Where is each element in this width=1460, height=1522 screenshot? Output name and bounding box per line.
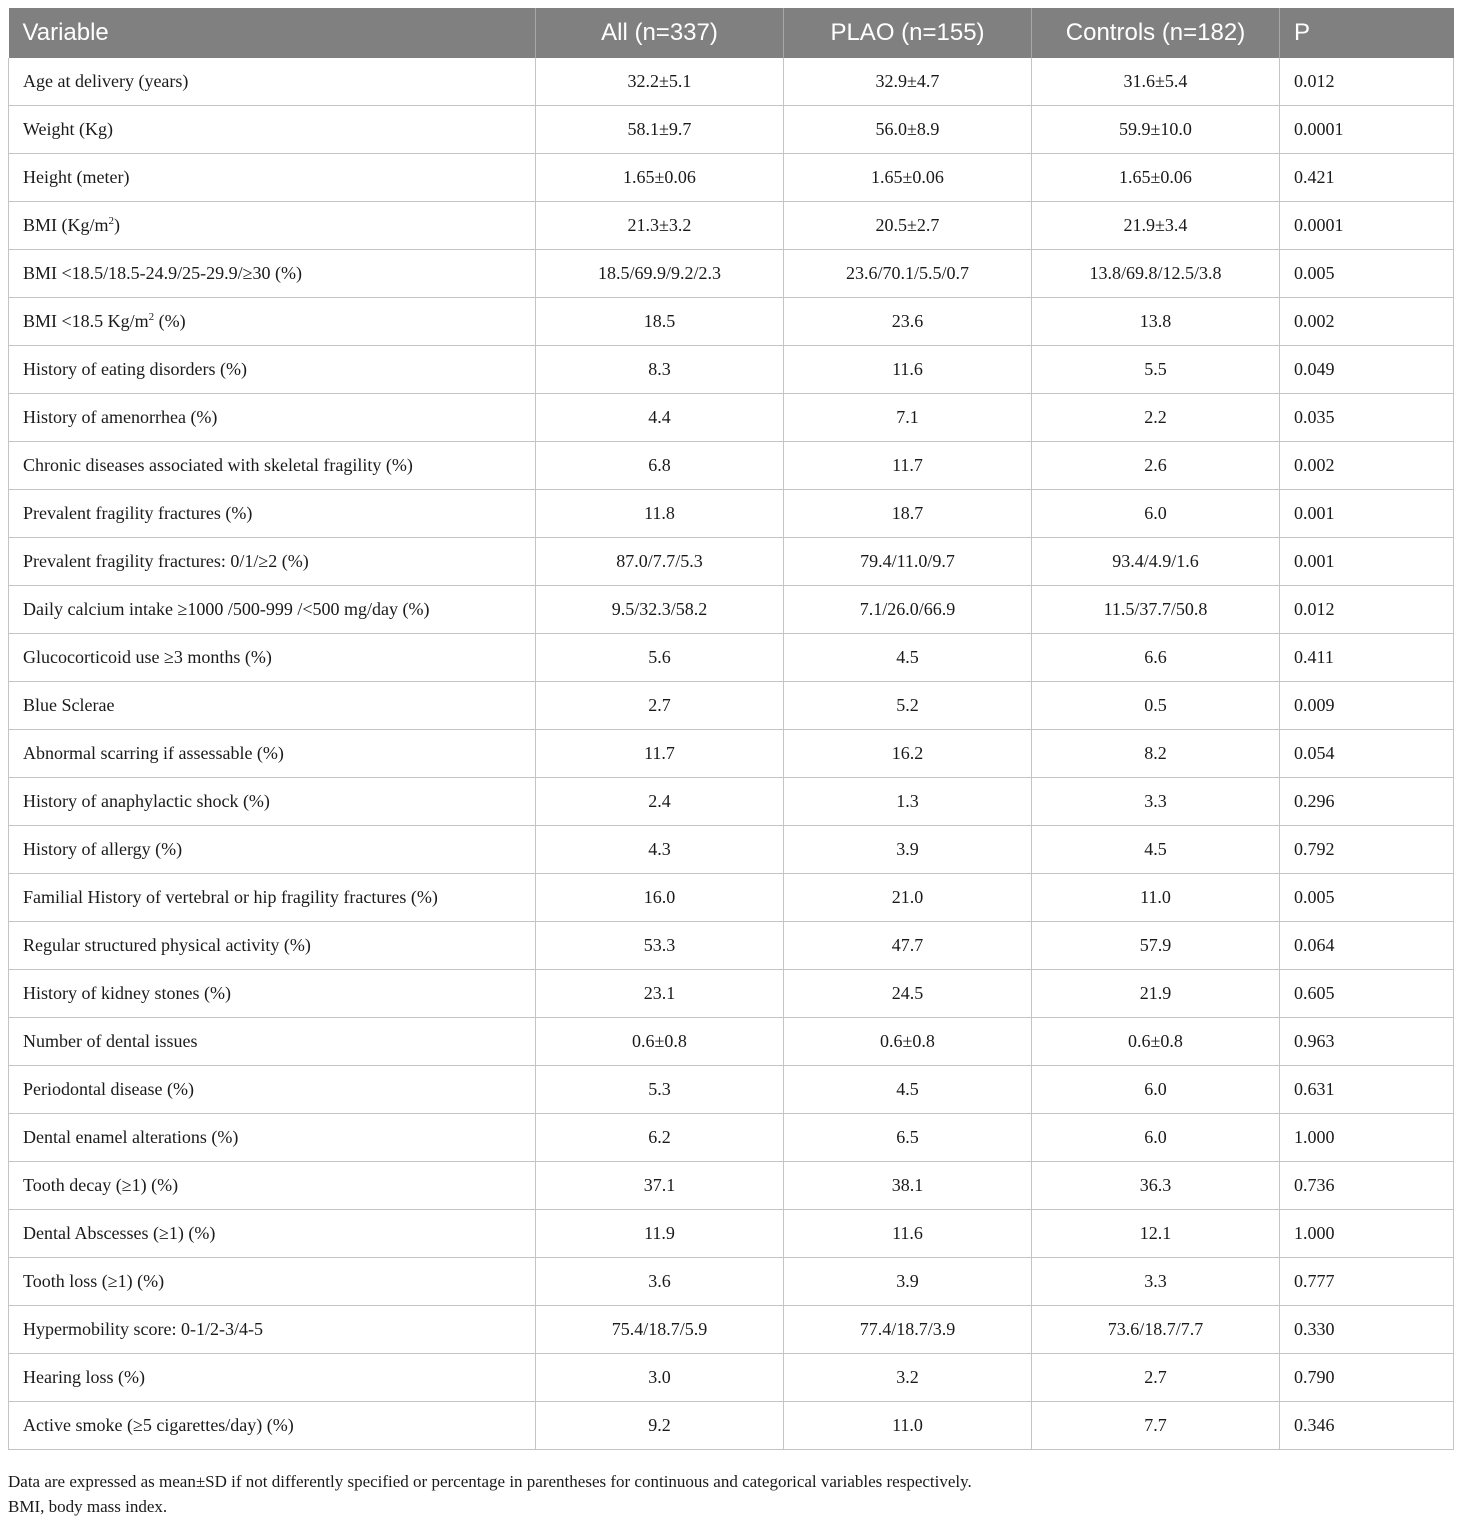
cell-all: 6.2 (536, 1114, 784, 1162)
table-row (9, 1402, 1454, 1450)
variable-label: Tooth loss (≥1) (%) (23, 1271, 165, 1291)
cell-all: 6.8 (536, 442, 784, 490)
variable-label: Familial History of vertebral or hip fragility fractures (%) (23, 887, 438, 907)
cell-variable (9, 778, 536, 826)
cell-p-value: 0.605 (1280, 970, 1454, 1018)
cell-variable (9, 58, 536, 106)
variable-label: Prevalent fragility fractures (%) (23, 503, 253, 523)
cell-variable (9, 298, 536, 346)
cell-plao: 16.2 (784, 730, 1032, 778)
cell-plao: 4.5 (784, 1066, 1032, 1114)
cell-variable (9, 970, 536, 1018)
cell-p-value: 0.001 (1280, 490, 1454, 538)
table-row (9, 1258, 1454, 1306)
table-row (9, 682, 1454, 730)
cell-plao: 21.0 (784, 874, 1032, 922)
cell-variable (9, 1354, 536, 1402)
cell-p-value: 0.035 (1280, 394, 1454, 442)
cell-all: 37.1 (536, 1162, 784, 1210)
table-row (9, 1306, 1454, 1354)
variable-suffix: ) (114, 215, 120, 235)
table-row (9, 778, 1454, 826)
table-row (9, 394, 1454, 442)
cell-p-value: 0.049 (1280, 346, 1454, 394)
cell-plao: 11.6 (784, 1210, 1032, 1258)
cell-p-value: 0.002 (1280, 298, 1454, 346)
cell-plao: 1.3 (784, 778, 1032, 826)
variable-label: Tooth decay (≥1) (%) (23, 1175, 179, 1195)
cell-p-value: 0.012 (1280, 586, 1454, 634)
cell-controls: 2.2 (1032, 394, 1280, 442)
cell-controls: 2.6 (1032, 442, 1280, 490)
cell-controls: 6.0 (1032, 1066, 1280, 1114)
cell-controls: 6.6 (1032, 634, 1280, 682)
cell-plao: 3.9 (784, 826, 1032, 874)
cell-p-value: 0.009 (1280, 682, 1454, 730)
variable-label: Dental enamel alterations (%) (23, 1127, 239, 1147)
variable-label: Active smoke (≥5 cigarettes/day) (%) (23, 1415, 294, 1435)
cell-p-value: 0.0001 (1280, 202, 1454, 250)
cell-p-value: 0.0001 (1280, 106, 1454, 154)
cell-controls: 11.0 (1032, 874, 1280, 922)
cell-p-value: 0.005 (1280, 874, 1454, 922)
cell-variable (9, 442, 536, 490)
cell-variable (9, 1210, 536, 1258)
cell-controls: 93.4/4.9/1.6 (1032, 538, 1280, 586)
cell-plao: 7.1/26.0/66.9 (784, 586, 1032, 634)
cell-p-value: 1.000 (1280, 1210, 1454, 1258)
table-row (9, 730, 1454, 778)
cell-p-value: 0.792 (1280, 826, 1454, 874)
variable-label: Daily calcium intake ≥1000 /500-999 /<500 mg/day (%) (23, 599, 430, 619)
cell-all: 5.6 (536, 634, 784, 682)
cell-all: 18.5 (536, 298, 784, 346)
cell-p-value: 0.736 (1280, 1162, 1454, 1210)
cell-controls: 6.0 (1032, 1114, 1280, 1162)
variable-label: Blue Sclerae (23, 695, 115, 715)
cell-plao: 11.0 (784, 1402, 1032, 1450)
cell-all: 9.5/32.3/58.2 (536, 586, 784, 634)
data-table-container (8, 8, 1453, 1450)
cell-controls: 5.5 (1032, 346, 1280, 394)
column-header-controls: Controls (n=182) (1032, 8, 1280, 58)
cell-p-value: 0.002 (1280, 442, 1454, 490)
variable-label: Dental Abscesses (≥1) (%) (23, 1223, 216, 1243)
cell-controls: 36.3 (1032, 1162, 1280, 1210)
variable-label: History of eating disorders (%) (23, 359, 247, 379)
cell-variable (9, 826, 536, 874)
variable-label: History of amenorrhea (%) (23, 407, 218, 427)
variable-label: Abnormal scarring if assessable (%) (23, 743, 284, 763)
cell-controls: 11.5/37.7/50.8 (1032, 586, 1280, 634)
cell-controls: 3.3 (1032, 1258, 1280, 1306)
cell-controls: 21.9±3.4 (1032, 202, 1280, 250)
cell-plao: 7.1 (784, 394, 1032, 442)
cell-plao: 1.65±0.06 (784, 154, 1032, 202)
cell-p-value: 0.411 (1280, 634, 1454, 682)
cell-controls: 57.9 (1032, 922, 1280, 970)
cell-variable (9, 1114, 536, 1162)
characteristics-table (8, 8, 1454, 1450)
table-row (9, 1114, 1454, 1162)
cell-controls: 6.0 (1032, 490, 1280, 538)
cell-variable (9, 1402, 536, 1450)
cell-all: 18.5/69.9/9.2/2.3 (536, 250, 784, 298)
column-header-variable: Variable (9, 8, 536, 58)
cell-all: 32.2±5.1 (536, 58, 784, 106)
column-header-all: All (n=337) (536, 8, 784, 58)
cell-variable (9, 538, 536, 586)
variable-superscript: 2 (108, 215, 114, 227)
table-row (9, 970, 1454, 1018)
cell-variable (9, 682, 536, 730)
table-row (9, 298, 1454, 346)
variable-label: History of kidney stones (%) (23, 983, 231, 1003)
cell-plao: 56.0±8.9 (784, 106, 1032, 154)
cell-p-value: 0.001 (1280, 538, 1454, 586)
cell-variable (9, 346, 536, 394)
cell-all: 5.3 (536, 1066, 784, 1114)
cell-plao: 77.4/18.7/3.9 (784, 1306, 1032, 1354)
cell-plao: 47.7 (784, 922, 1032, 970)
cell-controls: 1.65±0.06 (1032, 154, 1280, 202)
cell-controls: 3.3 (1032, 778, 1280, 826)
footnote-data-expression: Data are expressed as mean±SD if not differently specified or percentage in parentheses for continuous and categorical variables respectively. (8, 1472, 972, 1491)
cell-controls: 13.8/69.8/12.5/3.8 (1032, 250, 1280, 298)
cell-controls: 7.7 (1032, 1402, 1280, 1450)
cell-plao: 23.6 (784, 298, 1032, 346)
header-row (9, 8, 1454, 58)
table-row (9, 1018, 1454, 1066)
cell-controls: 8.2 (1032, 730, 1280, 778)
cell-controls: 59.9±10.0 (1032, 106, 1280, 154)
cell-p-value: 0.790 (1280, 1354, 1454, 1402)
cell-plao: 0.6±0.8 (784, 1018, 1032, 1066)
cell-plao: 11.7 (784, 442, 1032, 490)
variable-label: Periodontal disease (%) (23, 1079, 194, 1099)
table-row (9, 826, 1454, 874)
variable-label: Hearing loss (%) (23, 1367, 145, 1387)
table-row (9, 250, 1454, 298)
variable-suffix: (%) (154, 311, 186, 331)
cell-controls: 4.5 (1032, 826, 1280, 874)
table-row (9, 490, 1454, 538)
cell-all: 3.6 (536, 1258, 784, 1306)
variable-label: BMI (Kg/m (23, 215, 109, 235)
table-header (9, 8, 1454, 58)
cell-p-value: 1.000 (1280, 1114, 1454, 1162)
variable-label: Regular structured physical activity (%) (23, 935, 311, 955)
cell-all: 2.4 (536, 778, 784, 826)
variable-label: BMI <18.5/18.5-24.9/25-29.9/≥30 (%) (23, 263, 303, 283)
cell-plao: 5.2 (784, 682, 1032, 730)
cell-all: 1.65±0.06 (536, 154, 784, 202)
cell-all: 23.1 (536, 970, 784, 1018)
cell-variable (9, 1162, 536, 1210)
cell-variable (9, 106, 536, 154)
cell-all: 53.3 (536, 922, 784, 970)
table-row (9, 1162, 1454, 1210)
variable-label: Weight (Kg) (23, 119, 114, 139)
cell-p-value: 0.064 (1280, 922, 1454, 970)
cell-plao: 32.9±4.7 (784, 58, 1032, 106)
cell-all: 0.6±0.8 (536, 1018, 784, 1066)
cell-plao: 20.5±2.7 (784, 202, 1032, 250)
variable-label: Age at delivery (years) (23, 71, 189, 91)
table-row (9, 874, 1454, 922)
cell-p-value: 0.421 (1280, 154, 1454, 202)
table-row (9, 202, 1454, 250)
cell-all: 4.3 (536, 826, 784, 874)
cell-all: 87.0/7.7/5.3 (536, 538, 784, 586)
cell-plao: 6.5 (784, 1114, 1032, 1162)
cell-variable (9, 202, 536, 250)
cell-controls: 13.8 (1032, 298, 1280, 346)
cell-all: 9.2 (536, 1402, 784, 1450)
variable-label: Chronic diseases associated with skeletal fragility (%) (23, 455, 413, 475)
cell-variable (9, 730, 536, 778)
variable-label: Height (meter) (23, 167, 130, 187)
cell-plao: 23.6/70.1/5.5/0.7 (784, 250, 1032, 298)
table-body (9, 58, 1454, 1450)
cell-variable (9, 490, 536, 538)
cell-p-value: 0.296 (1280, 778, 1454, 826)
cell-plao: 4.5 (784, 634, 1032, 682)
cell-all: 11.9 (536, 1210, 784, 1258)
cell-plao: 3.2 (784, 1354, 1032, 1402)
cell-controls: 73.6/18.7/7.7 (1032, 1306, 1280, 1354)
table-row (9, 1066, 1454, 1114)
cell-all: 58.1±9.7 (536, 106, 784, 154)
table-row (9, 1210, 1454, 1258)
cell-all: 11.7 (536, 730, 784, 778)
cell-controls: 31.6±5.4 (1032, 58, 1280, 106)
cell-p-value: 0.005 (1280, 250, 1454, 298)
variable-label: Prevalent fragility fractures: 0/1/≥2 (%) (23, 551, 309, 571)
cell-plao: 24.5 (784, 970, 1032, 1018)
cell-variable (9, 586, 536, 634)
cell-p-value: 0.631 (1280, 1066, 1454, 1114)
table-row (9, 586, 1454, 634)
cell-all: 75.4/18.7/5.9 (536, 1306, 784, 1354)
column-header-p: P (1280, 8, 1454, 58)
variable-label: Hypermobility score: 0-1/2-3/4-5 (23, 1319, 263, 1339)
cell-variable (9, 1066, 536, 1114)
variable-label: History of allergy (%) (23, 839, 183, 859)
variable-label: History of anaphylactic shock (%) (23, 791, 270, 811)
cell-plao: 79.4/11.0/9.7 (784, 538, 1032, 586)
cell-controls: 0.6±0.8 (1032, 1018, 1280, 1066)
cell-plao: 11.6 (784, 346, 1032, 394)
table-row (9, 346, 1454, 394)
cell-variable (9, 634, 536, 682)
cell-variable (9, 250, 536, 298)
cell-all: 21.3±3.2 (536, 202, 784, 250)
cell-plao: 3.9 (784, 1258, 1032, 1306)
variable-label: BMI <18.5 Kg/m (23, 311, 149, 331)
cell-all: 11.8 (536, 490, 784, 538)
variable-superscript: 2 (148, 311, 155, 323)
cell-all: 4.4 (536, 394, 784, 442)
cell-p-value: 0.346 (1280, 1402, 1454, 1450)
cell-variable (9, 394, 536, 442)
table-row (9, 538, 1454, 586)
cell-controls: 12.1 (1032, 1210, 1280, 1258)
table-row (9, 922, 1454, 970)
variable-label: Number of dental issues (23, 1031, 198, 1051)
table-row (9, 106, 1454, 154)
cell-p-value: 0.777 (1280, 1258, 1454, 1306)
cell-variable (9, 1018, 536, 1066)
table-row (9, 154, 1454, 202)
cell-controls: 21.9 (1032, 970, 1280, 1018)
cell-all: 16.0 (536, 874, 784, 922)
cell-controls: 0.5 (1032, 682, 1280, 730)
table-row (9, 442, 1454, 490)
cell-all: 8.3 (536, 346, 784, 394)
cell-all: 3.0 (536, 1354, 784, 1402)
cell-variable (9, 874, 536, 922)
table-row (9, 58, 1454, 106)
cell-p-value: 0.330 (1280, 1306, 1454, 1354)
cell-variable (9, 154, 536, 202)
cell-controls: 2.7 (1032, 1354, 1280, 1402)
cell-plao: 18.7 (784, 490, 1032, 538)
footnote-bmi-abbreviation: BMI, body mass index. (8, 1497, 168, 1516)
table-row (9, 634, 1454, 682)
cell-p-value: 0.012 (1280, 58, 1454, 106)
column-header-plao: PLAO (n=155) (784, 8, 1032, 58)
cell-variable (9, 1258, 536, 1306)
cell-variable (9, 1306, 536, 1354)
table-row (9, 1354, 1454, 1402)
cell-plao: 38.1 (784, 1162, 1032, 1210)
cell-all: 2.7 (536, 682, 784, 730)
cell-p-value: 0.054 (1280, 730, 1454, 778)
cell-variable (9, 922, 536, 970)
table-footnotes (8, 1469, 972, 1519)
variable-label: Glucocorticoid use ≥3 months (%) (23, 647, 272, 667)
cell-p-value: 0.963 (1280, 1018, 1454, 1066)
